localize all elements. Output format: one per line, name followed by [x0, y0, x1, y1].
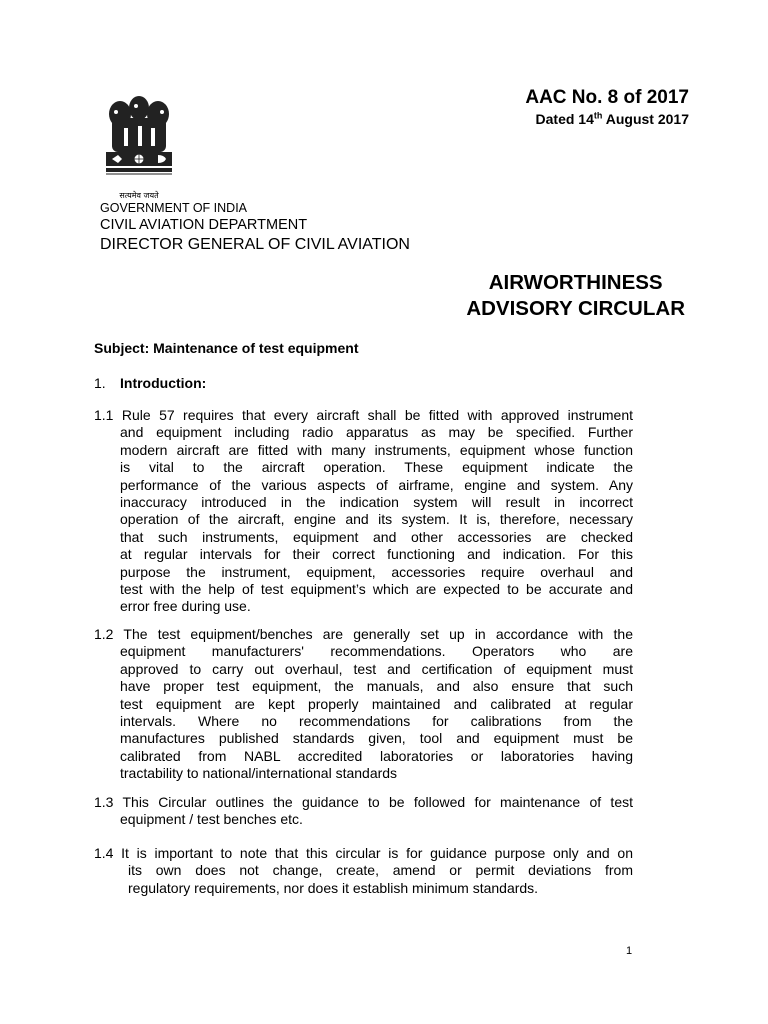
paragraph-line: is vital to the aircraft operation. These equipment indicate the: [120, 459, 633, 476]
paragraph-line: 1.4 It is important to note that this circular is for guidance purpose only and on: [94, 845, 633, 861]
paragraph-line: inaccuracy introduced in the indication system will result in incorrect: [120, 494, 633, 511]
section-label: Introduction:: [120, 375, 207, 391]
paragraph-line: 1.2 The test equipment/benches are generally set up in accordance with the: [94, 626, 633, 642]
svg-text:सत्यमेव जयते: सत्यमेव जयते: [119, 191, 159, 200]
subject-line: Subject: Maintenance of test equipment: [94, 340, 359, 356]
issuing-organization: [100, 201, 410, 256]
paragraph-line: and equipment including radio apparatus as may be specified. Further: [120, 424, 633, 441]
paragraph-line: that such instruments, equipment and other accessories are checked: [120, 528, 633, 545]
circular-reference: [525, 86, 689, 128]
paragraph-line: manufactures published standards given, tool and equipment must be: [120, 730, 633, 747]
paragraph-1-3: [94, 794, 633, 829]
paragraph-line: error free during use.: [120, 598, 251, 615]
title-line-1: AIRWORTHINESS: [488, 271, 663, 294]
paragraph-line: tractability to national/international standards: [120, 765, 398, 782]
department-name: CIVIL AVIATION DEPARTMENT: [100, 217, 308, 233]
paragraph-line: purpose the instrument, equipment, accessories require overhaul and: [120, 563, 633, 580]
section-heading: [94, 375, 206, 391]
paragraph-line: 1.3 This Circular outlines the guidance to be followed for maintenance of test: [94, 794, 633, 810]
section-number: 1.: [94, 375, 106, 391]
paragraph-line: approved to carry out overhaul, test and certification of equipment must: [120, 660, 633, 677]
paragraph-line: its own does not change, create, amend or permit deviations from: [128, 862, 633, 879]
paragraph-line: calibrated from NABL accredited laboratories or laboratories having: [120, 747, 633, 764]
paragraph-line: regulatory requirements, nor does it establish minimum standards.: [128, 879, 539, 896]
paragraph-line: intervals. Where no recommendations for calibrations from the: [120, 713, 633, 730]
paragraph-line: test with the help of test equipment’s which are expected to be accurate and: [120, 581, 633, 598]
paragraph-1-1: [94, 407, 633, 616]
circular-date: Dated 14th August 2017: [535, 110, 689, 127]
paragraph-line: test equipment are kept properly maintained and calibrated at regular: [120, 695, 633, 712]
paragraph-line: at regular intervals for their correct functioning and indication. For this: [120, 546, 633, 563]
paragraph-line: equipment manufacturers' recommendations. Operators who are: [120, 643, 633, 660]
title-line-2: ADVISORY CIRCULAR: [466, 297, 685, 320]
document-title: [466, 270, 685, 322]
page-number: 1: [626, 945, 633, 957]
paragraph-line: performance of the various aspects of airframe, engine and system. Any: [120, 476, 633, 493]
government-name: GOVERNMENT OF INDIA: [100, 201, 248, 215]
paragraph-line: 1.1 Rule 57 requires that every aircraft shall be fitted with approved instrument: [94, 407, 633, 423]
paragraph-line: operation of the aircraft, engine and its system. It is, therefore, necessary: [120, 511, 633, 528]
national-emblem-icon: [98, 88, 180, 204]
directorate-name: DIRECTOR GENERAL OF CIVIL AVIATION: [100, 236, 410, 253]
paragraph-1-2: [94, 626, 633, 783]
paragraph-line: equipment / test benches etc.: [120, 811, 303, 828]
paragraph-1-4: [94, 845, 633, 897]
paragraph-line: have proper test equipment, the manuals, and also ensure that such: [120, 678, 633, 695]
paragraph-line: modern aircraft are fitted with many instruments, equipment whose function: [120, 441, 633, 458]
circular-number: AAC No. 8 of 2017: [525, 87, 689, 108]
